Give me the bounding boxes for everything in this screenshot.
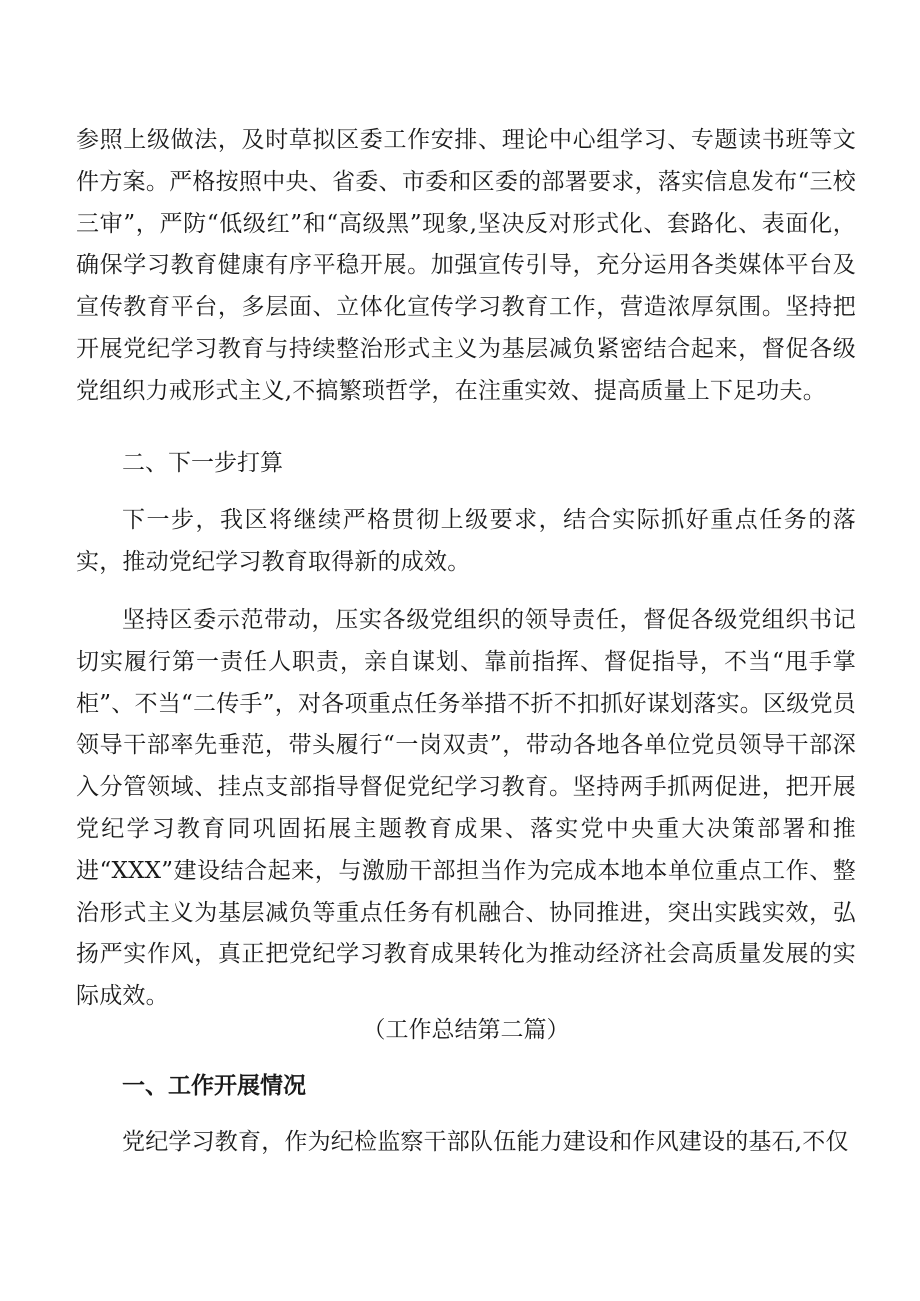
body-paragraph-discipline-education: 党纪学习教育，作为纪检监察干部队伍能力建设和作风建设的基石,不仅 — [122, 1129, 849, 1155]
body-paragraph-implementation: 参照上级做法，及时草拟区委工作安排、理论中心组学习、专题读书班等文件方案。严格按照中央、省委、市委和区委的部署要求，落实信息发布“三校三审”，严防“低级红”和“高级黑”现象,坚决反对形式化、套路化、表面化，确保学习教育健康有序平稳开展。加强宣传引导，充分运用各类媒体平台及宣传教育平台，多层面、立体化宣传学习教育工作，营造浓厚氛围。坚持把开展党纪学习教育与持续整治形式主义为基层减负紧密结合起来，督促各级党组织力戒形式主义,不搞繁琐哲学，在注重实效、提高质量上下足功夫。 — [76, 127, 856, 404]
body-paragraph-next-steps-detail: 坚持区委示范带动，压实各级党组织的领导责任，督促各级党组织书记切实履行第一责任人职责，亲自谋划、靠前指挥、督促指导，不当“甩手掌柜”、不当“二传手”，对各项重点任务举措不折不扣抓好谋划落实。区级党员领导干部率先垂范，带头履行“一岗双责”，带动各地各单位党员领导干部深入分管领域、挂点支部指导督促党纪学习教育。坚持两手抓两促进，把开展党纪学习教育同巩固拓展主题教育成果、落实党中央重大决策部署和推进“XXX”建设结合起来，与激励干部担当作为完成本地本单位重点工作、整治形式主义为基层减负等重点任务有机融合、协同推进，突出实践实效，弘扬严实作风，真正把党纪学习教育成果转化为推动经济社会高质量发展的实际成效。 — [76, 607, 856, 1010]
body-paragraph-next-steps-intro: 下一步，我区将继续严格贯彻上级要求，结合实际抓好重点任务的落实，推动党纪学习教育取得新的成效。 — [76, 507, 856, 575]
section-heading-work-progress: 一、工作开展情况 — [122, 1073, 306, 1099]
section-marker-second-summary: （工作总结第二篇） — [362, 1017, 570, 1043]
section-heading-next-steps: 二、下一步打算 — [122, 450, 283, 476]
